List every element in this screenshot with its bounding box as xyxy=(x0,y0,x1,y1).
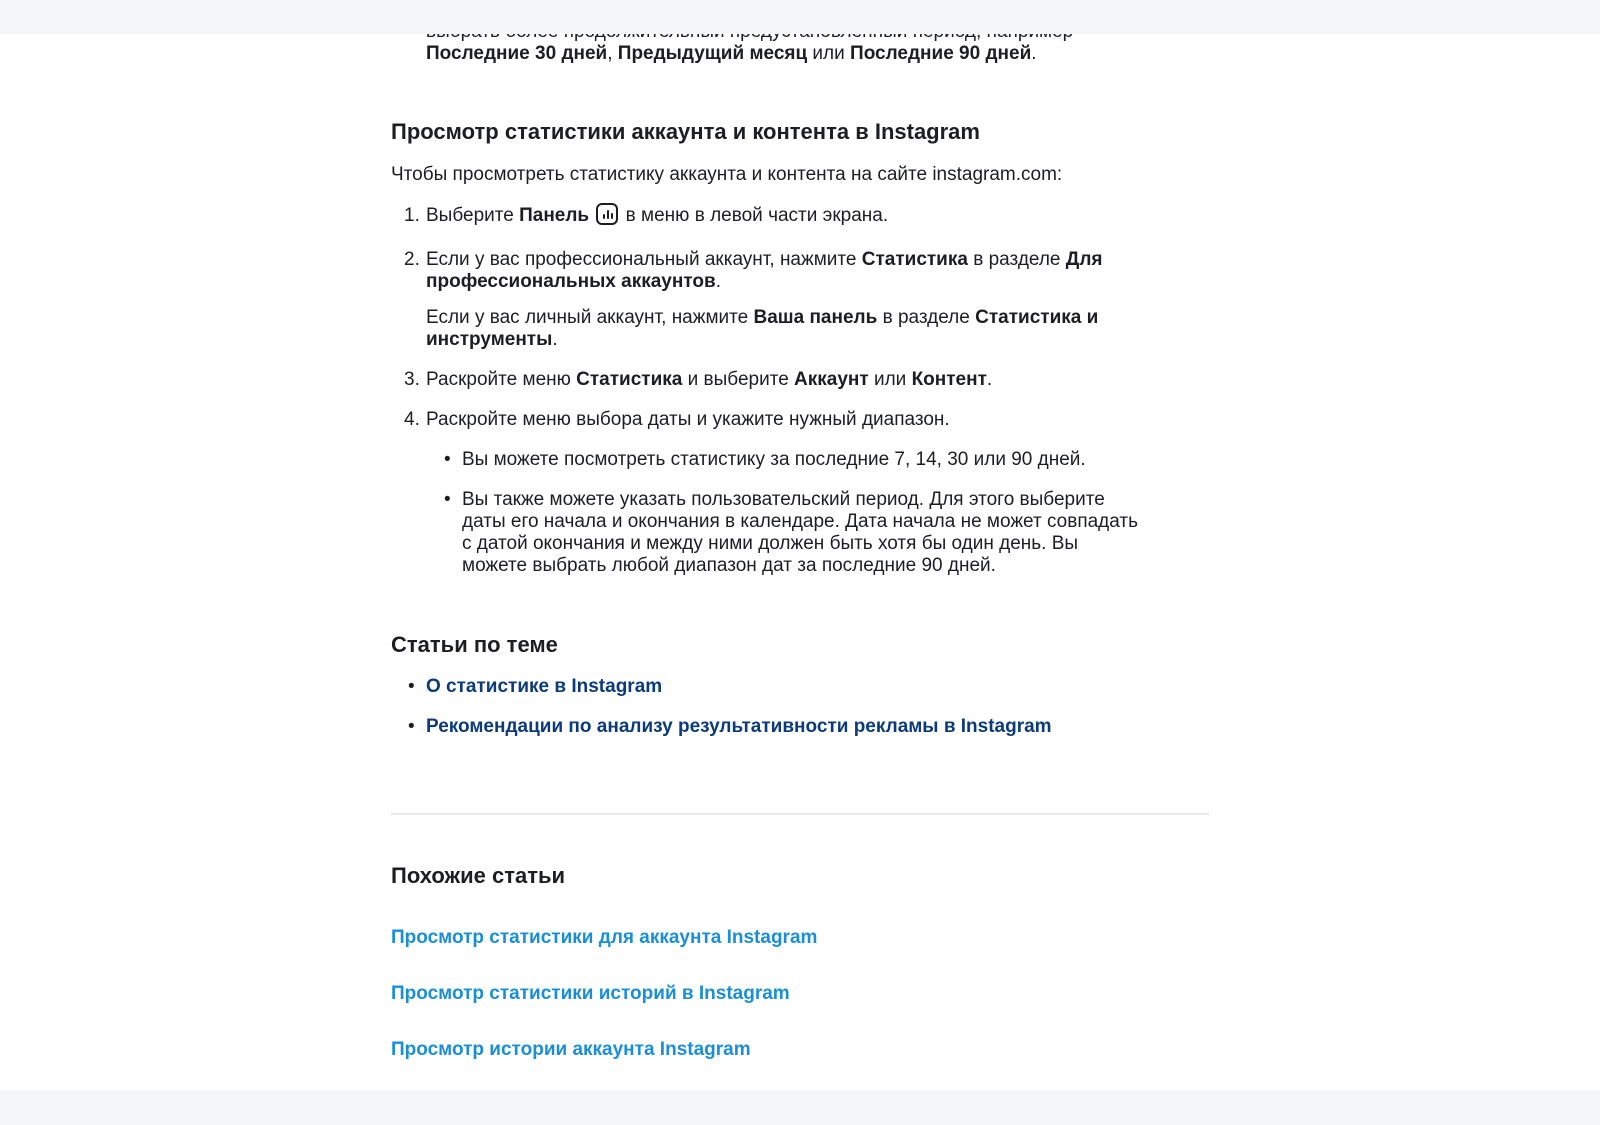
step-text: в меню в левой части экрана. xyxy=(620,205,889,226)
option-last-30-days: Последние 30 дней xyxy=(426,43,608,64)
content-label: Контент xyxy=(911,369,987,390)
or-text: или xyxy=(807,43,851,64)
bullet-dot: • xyxy=(444,489,451,510)
similar-link-account-history[interactable]: Просмотр истории аккаунта Instagram xyxy=(391,1039,751,1060)
step-4-bullet-2 xyxy=(444,489,1147,577)
similar-link-account-statistics[interactable]: Просмотр статистики для аккаунта Instagram xyxy=(391,927,818,948)
step-text: в разделе xyxy=(967,249,1066,270)
related-link-about-statistics[interactable]: О статистике в Instagram xyxy=(426,676,663,697)
section-heading: Просмотр статистики аккаунта и контента в Instagram xyxy=(391,119,980,144)
option-last-90-days: Последние 90 дней xyxy=(850,43,1032,64)
section-divider xyxy=(391,813,1209,815)
period: . xyxy=(715,271,721,292)
step-text: и выберите xyxy=(682,369,795,390)
related-link-ad-performance[interactable]: Рекомендации по анализу результативности рекламы в Instagram xyxy=(426,716,1052,737)
step-text: в разделе xyxy=(877,307,976,328)
top-bar xyxy=(0,0,1600,34)
professional-accounts-label: Для профессиональных аккаунтов xyxy=(426,249,1103,292)
bullet-dot: • xyxy=(444,449,451,470)
bar-chart-icon xyxy=(596,203,618,225)
step-text: Раскройте меню xyxy=(426,369,577,390)
step-4 xyxy=(404,409,1166,431)
step-number: 3. xyxy=(404,369,420,390)
period: . xyxy=(1031,43,1037,64)
step-2-personal xyxy=(426,307,1166,351)
step-text: Если у вас профессиональный аккаунт, нажмите xyxy=(426,249,862,270)
or-text: или xyxy=(868,369,912,390)
similar-link-stories-statistics[interactable]: Просмотр статистики историй в Instagram xyxy=(391,983,790,1004)
step-3 xyxy=(404,369,1166,391)
related-item xyxy=(408,676,1166,698)
step-text: Если у вас личный аккаунт, нажмите xyxy=(426,307,754,328)
separator: , xyxy=(607,43,618,64)
your-dashboard-label: Ваша панель xyxy=(753,307,878,328)
bullet-dot: • xyxy=(408,676,415,697)
bullet-dot: • xyxy=(408,716,415,737)
step-number: 4. xyxy=(404,409,420,430)
bullet-text: Вы также можете указать пользовательский период. Для этого выберите даты его начала и окончания в календаре. Дата начала не может совпадать с датой окончания и между ними должен быть хотя бы один день. Вы можете выбрать любой диапазон дат за последние 90 дней. xyxy=(462,489,1139,576)
related-heading: Статьи по теме xyxy=(391,632,558,657)
step-number: 2. xyxy=(404,249,420,270)
option-previous-month: Предыдущий месяц xyxy=(617,43,808,64)
statistics-and-tools-label: Статистика и инструменты xyxy=(426,307,1099,350)
bullet-text: Вы можете посмотреть статистику за последние 7, 14, 30 или 90 дней. xyxy=(462,449,1086,470)
step-number: 1. xyxy=(404,205,420,226)
statistics-label: Статистика xyxy=(861,249,968,270)
related-item xyxy=(408,716,1166,738)
step-1 xyxy=(404,205,1166,227)
similar-heading: Похожие статьи xyxy=(391,863,566,888)
step-4-bullet-1 xyxy=(444,449,1147,471)
step-2 xyxy=(404,249,1166,293)
account-label: Аккаунт xyxy=(794,369,869,390)
section-intro: Чтобы просмотреть статистику аккаунта и контента на сайте instagram.com: xyxy=(391,164,1063,185)
step-text: Выберите xyxy=(426,205,520,226)
panel-label: Панель xyxy=(519,205,590,226)
period: . xyxy=(552,329,558,350)
step-text: Раскройте меню выбора даты и укажите нужный диапазон. xyxy=(426,409,950,430)
statistics-label: Статистика xyxy=(576,369,683,390)
period: . xyxy=(986,369,993,390)
